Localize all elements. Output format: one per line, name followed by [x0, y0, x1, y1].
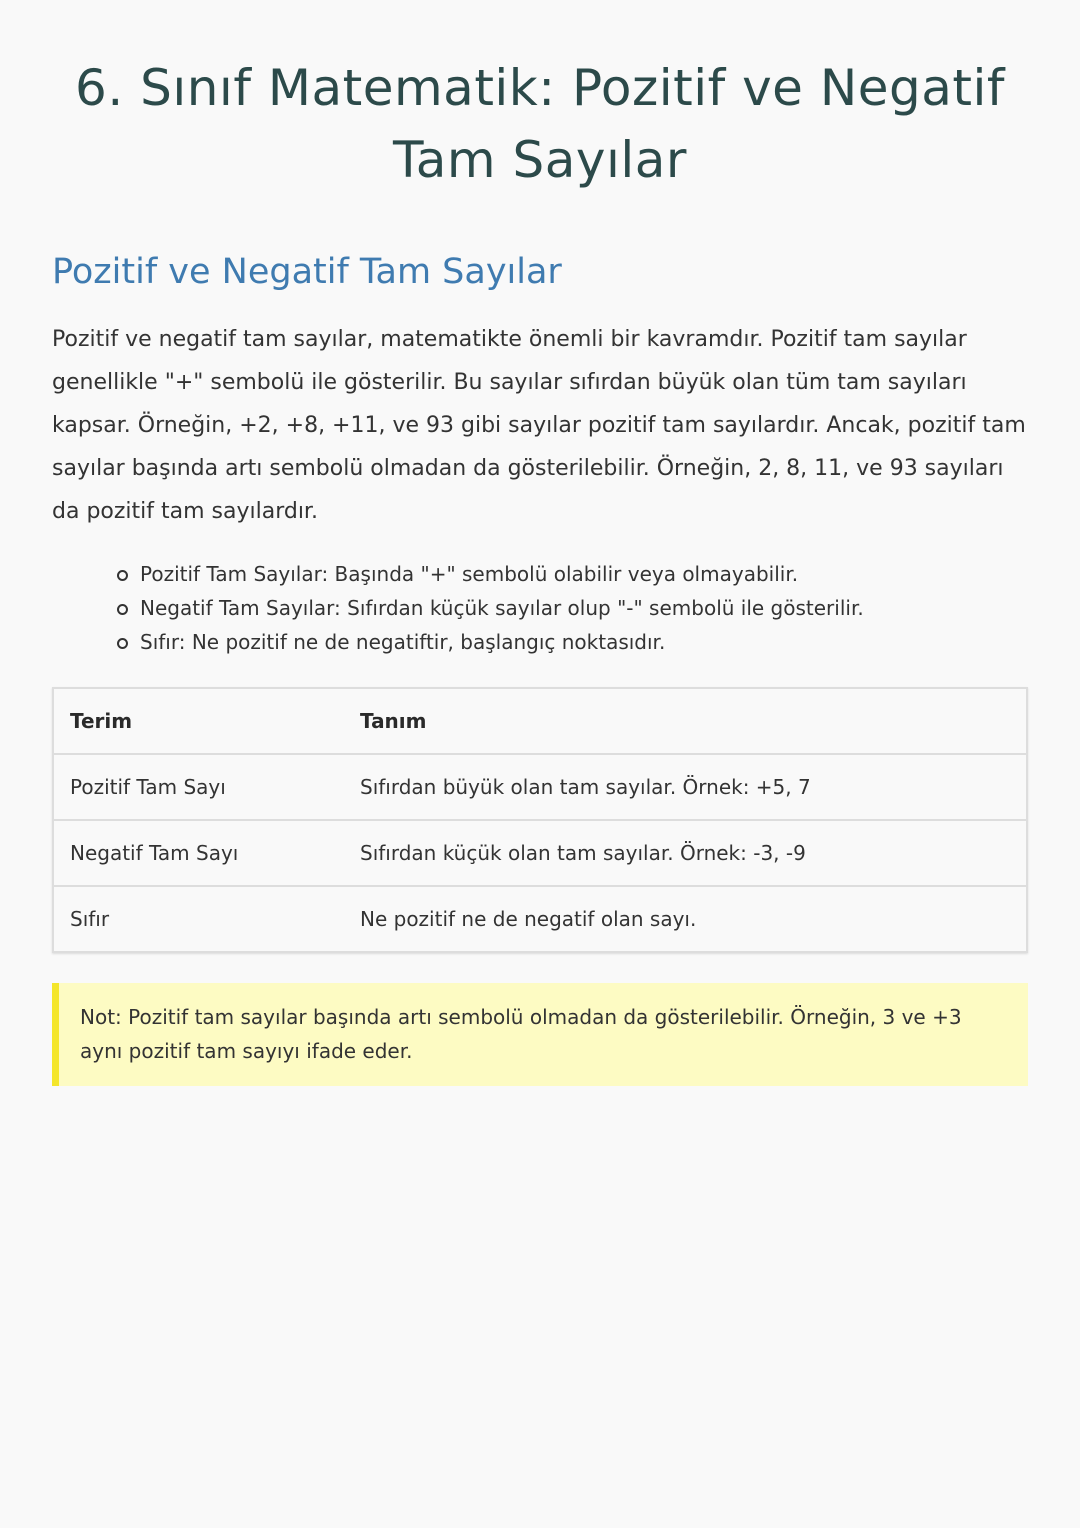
note-callout: Not: Pozitif tam sayılar başında artı sembolü olmadan da gösterilebilir. Örneğin, 3 ve +3 aynı pozitif tam sayıyı ifade eder.	[52, 983, 1028, 1086]
list-item: Sıfır: Ne pozitif ne de negatiftir, başlangıç noktasıdır.	[140, 625, 1028, 659]
list-item: Pozitif Tam Sayılar: Başında "+" sembolü olabilir veya olmayabilir.	[140, 557, 1028, 591]
column-header-term: Terim	[53, 688, 344, 754]
section-heading: Pozitif ve Negatif Tam Sayılar	[52, 252, 562, 292]
definition-cell: Sıfırdan küçük olan tam sayılar. Örnek: -3, -9	[344, 820, 1027, 886]
table-header-row	[53, 688, 1027, 754]
bullet-list	[52, 557, 1028, 659]
definition-cell: Sıfırdan büyük olan tam sayılar. Örnek: +5, 7	[344, 754, 1027, 820]
table-row	[53, 820, 1027, 886]
term-cell: Negatif Tam Sayı	[53, 820, 344, 886]
column-header-definition: Tanım	[344, 688, 1027, 754]
term-cell: Pozitif Tam Sayı	[53, 754, 344, 820]
table-row	[53, 754, 1027, 820]
intro-paragraph: Pozitif ve negatif tam sayılar, matematikte önemli bir kavramdır. Pozitif tam sayılar genellikle "+" sembolü ile gösterilir. Bu sayılar sıfırdan büyük olan tüm tam sayıları kapsar. Örneğin, +2, +8, +11, ve 93 gibi sayılar pozitif tam sayılardır. Ancak, pozitif tam sayılar başında artı sembolü olmadan da gösterilebilir. Örneğin, 2, 8, 11, ve 93 sayıları da pozitif tam sayılardır.	[52, 327, 1026, 524]
page-title: 6. Sınıf Matematik: Pozitif ve Negatif Tam Sayılar	[75, 59, 1005, 189]
definition-cell: Ne pozitif ne de negatif olan sayı.	[344, 886, 1027, 952]
table-row	[53, 886, 1027, 952]
list-item: Negatif Tam Sayılar: Sıfırdan küçük sayılar olup "-" sembolü ile gösterilir.	[140, 591, 1028, 625]
terms-table	[52, 687, 1028, 953]
term-cell: Sıfır	[53, 886, 344, 952]
